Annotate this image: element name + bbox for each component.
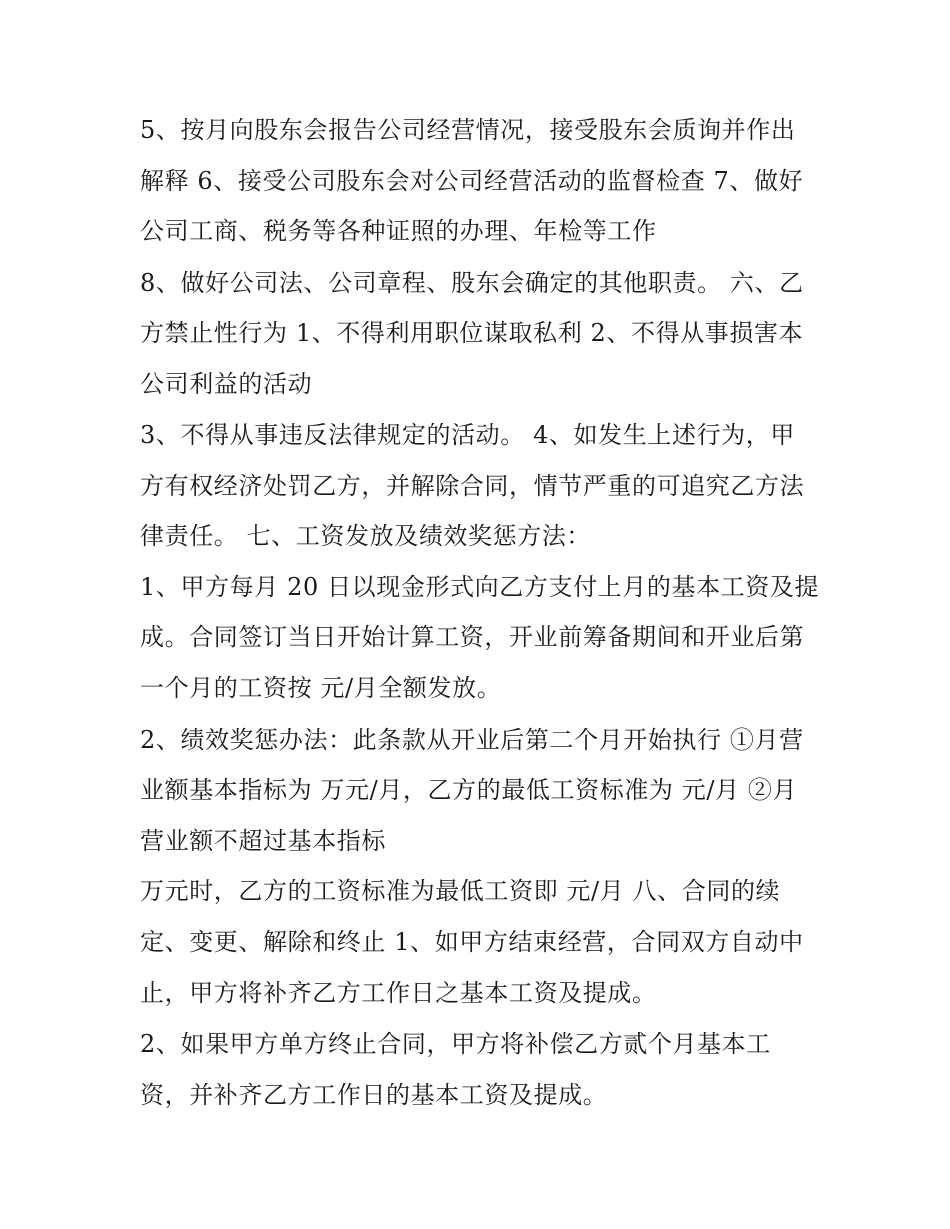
text-line: 3、不得从事违反法律规定的活动。 4、如发生上述行为，甲 xyxy=(140,421,795,449)
text-line: 定、变更、解除和终止 1、如甲方结束经营，合同双方自动中 xyxy=(140,928,804,956)
text-line: 方禁止性行为 1、不得利用职位谋取私利 2、不得从事损害本 xyxy=(140,319,804,347)
text-line: 解释 6、接受公司股东会对公司经营活动的监督检查 7、做好 xyxy=(140,167,804,195)
text-line: 止，甲方将补齐乙方工作日之基本工资及提成。 xyxy=(140,979,657,1007)
text-line: 2、绩效奖惩办法：此条款从开业后第二个月开始执行 ①月营 xyxy=(140,726,804,754)
text-line: 营业额不超过基本指标 xyxy=(140,827,386,855)
text-line: 资，并补齐乙方工作日的基本工资及提成。 xyxy=(140,1081,608,1109)
text-line: 2、如果甲方单方终止合同，甲方将补偿乙方贰个月基本工 xyxy=(140,1030,771,1058)
text-line: 方有权经济处罚乙方，并解除合同，情节严重的可追究乙方法 xyxy=(140,472,805,500)
text-line: 一个月的工资按 元/月全额发放。 xyxy=(140,674,502,702)
text-line: 公司利益的活动 xyxy=(140,370,313,398)
text-line: 8、做好公司法、公司章程、股东会确定的其他职责。 六、乙 xyxy=(140,269,804,297)
text-line: 成。合同签订当日开始计算工资，开业前筹备期间和开业后第 xyxy=(140,623,805,651)
text-line: 业额基本指标为 万元/月，乙方的最低工资标准为 元/月 ②月 xyxy=(140,776,798,804)
text-line: 5、按月向股东会报告公司经营情况，接受股东会质询并作出 xyxy=(140,116,796,144)
text-line: 律责任。 七、工资发放及绩效奖惩方法： xyxy=(140,522,592,550)
text-line: 公司工商、税务等各种证照的办理、年检等工作 xyxy=(140,217,657,245)
text-line: 万元时，乙方的工资标准为最低工资即 元/月 八、合同的续 xyxy=(140,877,781,905)
text-line: 1、甲方每月 20 日以现金形式向乙方支付上月的基本工资及提 xyxy=(140,573,820,601)
